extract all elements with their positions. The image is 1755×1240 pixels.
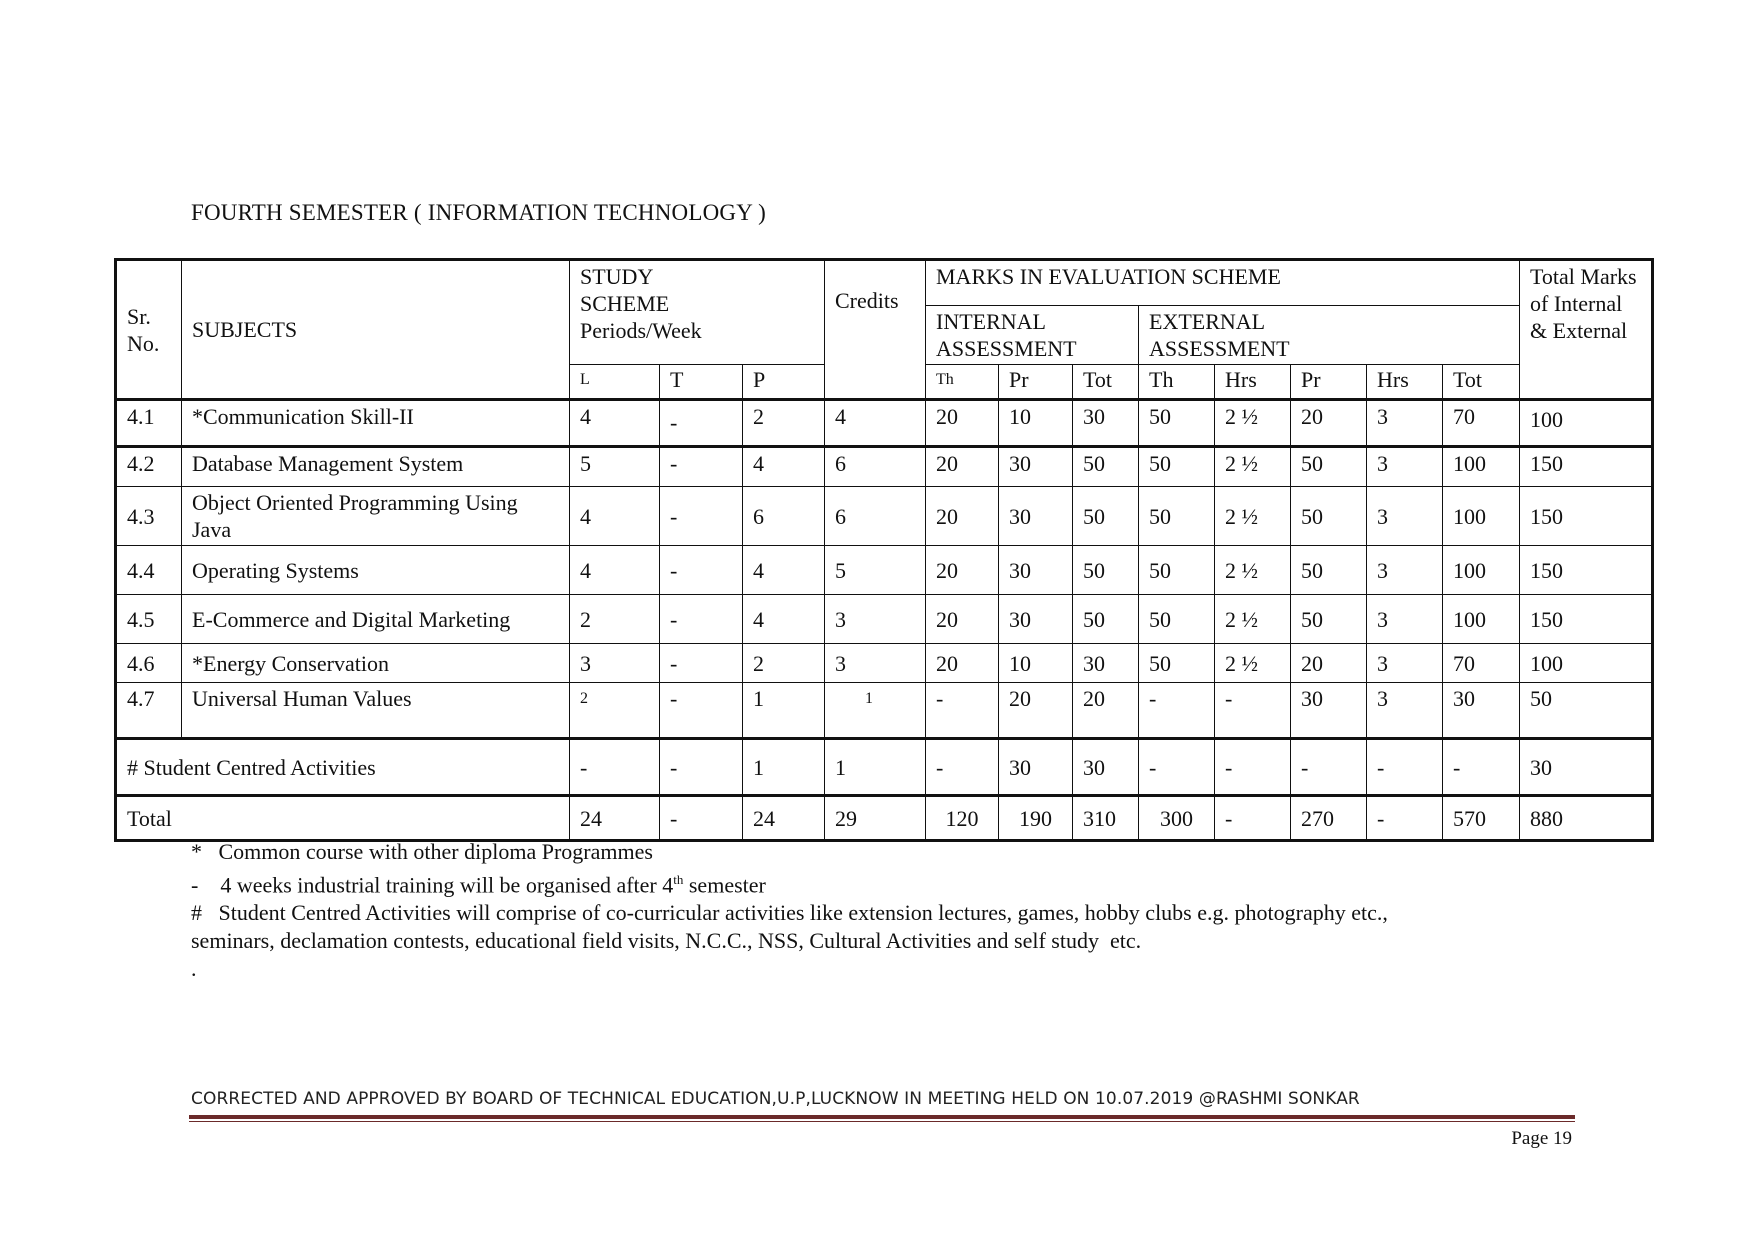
footnote-dot: . (191, 956, 197, 982)
header-row-1 (116, 260, 1653, 306)
header-ext-hrs-1: Hrs (1215, 365, 1291, 400)
page-number: Page 19 (1511, 1128, 1572, 1149)
subject-cell: Universal Human Values (182, 683, 570, 739)
footnote-training-suffix: semester (683, 872, 766, 898)
header-int-pr: Pr (999, 365, 1073, 400)
int-th-cell: - (926, 683, 999, 739)
footer-divider-thin (189, 1121, 1575, 1122)
total-cell: 50 (1520, 683, 1653, 739)
activities-label: # Student Centred Activities (116, 739, 570, 796)
table-row (116, 595, 1653, 644)
l-cell: 4 (570, 546, 660, 595)
sr-no-cell: 4.2 (116, 447, 182, 487)
header-ext-tot: Tot (1443, 365, 1520, 400)
total-cell: 150 (1520, 595, 1653, 644)
l-cell: 2 (570, 595, 660, 644)
ext-tot-cell: 100 (1443, 447, 1520, 487)
header-subjects: SUBJECTS (182, 260, 570, 400)
header-int-tot: Tot (1073, 365, 1139, 400)
header-t: T (660, 365, 743, 400)
table-row (116, 683, 1653, 739)
int-th-cell: 120 (926, 796, 999, 841)
p-cell: 6 (743, 487, 825, 546)
t-cell: - (660, 644, 743, 683)
ext-th-cell: 50 (1139, 595, 1215, 644)
ext-th-cell: - (1139, 683, 1215, 739)
approval-footer: CORRECTED AND APPROVED BY BOARD OF TECHNICAL EDUCATION,U.P,LUCKNOW IN MEETING HELD ON 10.07.2019 @RASHMI SONKAR (191, 1089, 1360, 1109)
total-cell: 100 (1520, 644, 1653, 683)
header-ext-th: Th (1139, 365, 1215, 400)
ext-tot-cell: 100 (1443, 546, 1520, 595)
subject-cell: Operating Systems (182, 546, 570, 595)
credits-cell: 4 (825, 400, 926, 447)
int-th-cell: 20 (926, 546, 999, 595)
int-tot-cell: 50 (1073, 447, 1139, 487)
t-cell: - (660, 796, 743, 841)
t-cell: - (660, 739, 743, 796)
header-int-th: Th (926, 365, 999, 400)
p-cell: 4 (743, 595, 825, 644)
header-sr-no (116, 260, 182, 400)
ext-th-cell: 50 (1139, 400, 1215, 447)
ext-th-cell: 50 (1139, 447, 1215, 487)
header-external-text: EXTERNAL ASSESSMENT (1149, 309, 1290, 361)
ext-pr-cell: 50 (1291, 546, 1367, 595)
ext-hrs-cell: - (1367, 796, 1443, 841)
credits-cell: 5 (825, 546, 926, 595)
header-external-assessment (1139, 306, 1520, 365)
sr-no-cell: 4.1 (116, 400, 182, 447)
sr-no-cell: 4.4 (116, 546, 182, 595)
ext-hrs-cell: - (1215, 739, 1291, 796)
t-cell: - (660, 447, 743, 487)
int-th-cell: 20 (926, 644, 999, 683)
int-pr-cell: 10 (999, 400, 1073, 447)
int-pr-cell: 190 (999, 796, 1073, 841)
sr-no-cell: 4.3 (116, 487, 182, 546)
ext-pr-cell: 30 (1291, 683, 1367, 739)
ext-tot-cell: 570 (1443, 796, 1520, 841)
ext-tot-cell: 100 (1443, 595, 1520, 644)
int-tot-cell: 30 (1073, 644, 1139, 683)
ext-tot-cell: - (1443, 739, 1520, 796)
int-pr-cell: 20 (999, 683, 1073, 739)
header-total-marks-text: Total Marks of Internal & External (1530, 264, 1637, 343)
l-cell: 24 (570, 796, 660, 841)
credits-cell: 3 (825, 644, 926, 683)
credits-cell: 6 (825, 447, 926, 487)
ext-hrs-cell: 2 ½ (1215, 487, 1291, 546)
ext-hrs-cell: 3 (1367, 487, 1443, 546)
ext-th-cell: 50 (1139, 644, 1215, 683)
footnote-activities: # Student Centred Activities will comprise of co-curricular activities like extension lectures, games, hobby clubs e.g. photography etc., (191, 900, 1388, 926)
int-th-cell: 20 (926, 595, 999, 644)
p-cell: 2 (743, 400, 825, 447)
ext-hrs-cell: 2 ½ (1215, 644, 1291, 683)
subject-cell: *Communication Skill-II (182, 400, 570, 447)
l-cell: 4 (570, 487, 660, 546)
header-internal-text: INTERNAL ASSESSMENT (936, 309, 1077, 361)
header-ext-pr: Pr (1291, 365, 1367, 400)
activities-row (116, 739, 1653, 796)
total-cell: 150 (1520, 546, 1653, 595)
l-cell: 4 (570, 400, 660, 447)
header-total-marks (1520, 260, 1653, 400)
header-sr-no-text: Sr. No. (127, 303, 160, 356)
l-cell: 3 (570, 644, 660, 683)
header-internal-assessment (926, 306, 1139, 365)
int-pr-cell: 30 (999, 487, 1073, 546)
ext-hrs-cell: 3 (1367, 644, 1443, 683)
sr-no-cell: 4.7 (116, 683, 182, 739)
ext-pr-cell: 50 (1291, 447, 1367, 487)
ext-hrs-cell: 3 (1367, 546, 1443, 595)
subject-cell: *Energy Conservation (182, 644, 570, 683)
total-cell: 880 (1520, 796, 1653, 841)
total-cell: 150 (1520, 487, 1653, 546)
credits-cell: 3 (825, 595, 926, 644)
l-cell: 5 (570, 447, 660, 487)
p-cell: 4 (743, 546, 825, 595)
ext-tot-cell: 100 (1443, 487, 1520, 546)
total-cell: 100 (1520, 400, 1653, 447)
header-l: L (570, 365, 660, 400)
ext-hrs-cell: - (1367, 739, 1443, 796)
p-cell: 1 (743, 683, 825, 739)
int-tot-cell: 20 (1073, 683, 1139, 739)
ext-pr-cell: 20 (1291, 400, 1367, 447)
ext-hrs-cell: - (1215, 683, 1291, 739)
subject-cell: Database Management System (182, 447, 570, 487)
int-th-cell: - (926, 739, 999, 796)
subject-cell: Object Oriented Programming Using Java (182, 487, 570, 546)
total-cell: 150 (1520, 447, 1653, 487)
int-pr-cell: 30 (999, 739, 1073, 796)
credits-cell: 1 (825, 683, 926, 739)
l-cell: - (570, 739, 660, 796)
footnote-training-text: - 4 weeks industrial training will be organised after 4 (191, 872, 674, 898)
ext-th-cell: - (1139, 739, 1215, 796)
int-pr-cell: 30 (999, 595, 1073, 644)
page-heading: FOURTH SEMESTER ( INFORMATION TECHNOLOGY ) (191, 200, 766, 225)
p-cell: 4 (743, 447, 825, 487)
t-cell: - (660, 683, 743, 739)
ext-th-cell: 50 (1139, 487, 1215, 546)
int-th-cell: 20 (926, 447, 999, 487)
table-row (116, 400, 1653, 447)
table-row (116, 644, 1653, 683)
table-row (116, 546, 1653, 595)
ext-th-cell: 50 (1139, 546, 1215, 595)
credits-cell: 1 (825, 739, 926, 796)
int-tot-cell: 50 (1073, 546, 1139, 595)
ext-hrs-cell: 2 ½ (1215, 595, 1291, 644)
t-cell: - (660, 546, 743, 595)
credits-cell: 6 (825, 487, 926, 546)
footnote-superscript: th (673, 872, 684, 887)
footnotes (191, 838, 1591, 983)
header-study-scheme-text: STUDY SCHEME Periods/Week (580, 264, 702, 343)
ext-hrs-cell: 3 (1367, 595, 1443, 644)
int-tot-cell: 30 (1073, 739, 1139, 796)
subject-cell: E-Commerce and Digital Marketing (182, 595, 570, 644)
header-ext-hrs-2: Hrs (1367, 365, 1443, 400)
int-th-cell: 20 (926, 400, 999, 447)
p-cell: 2 (743, 644, 825, 683)
table-row (116, 487, 1653, 546)
ext-tot-cell: 70 (1443, 644, 1520, 683)
ext-pr-cell: 20 (1291, 644, 1367, 683)
int-pr-cell: 30 (999, 546, 1073, 595)
t-cell: - (660, 595, 743, 644)
ext-pr-cell: - (1291, 739, 1367, 796)
int-tot-cell: 50 (1073, 487, 1139, 546)
ext-tot-cell: 70 (1443, 400, 1520, 447)
footer-divider (189, 1115, 1575, 1119)
sr-no-cell: 4.6 (116, 644, 182, 683)
p-cell: 1 (743, 739, 825, 796)
table-row (116, 447, 1653, 487)
int-pr-cell: 30 (999, 447, 1073, 487)
int-tot-cell: 30 (1073, 400, 1139, 447)
header-credits: Credits (825, 260, 926, 400)
p-cell: 24 (743, 796, 825, 841)
ext-th-cell: 300 (1139, 796, 1215, 841)
totals-row (116, 796, 1653, 841)
credits-cell: 29 (825, 796, 926, 841)
ext-pr-cell: 50 (1291, 595, 1367, 644)
int-th-cell: 20 (926, 487, 999, 546)
footnote-activities-cont: seminars, declamation contests, educational field visits, N.C.C., NSS, Cultural Activities and self study etc. (191, 928, 1142, 954)
ext-hrs-cell: 3 (1367, 447, 1443, 487)
ext-pr-cell: 270 (1291, 796, 1367, 841)
footnote-industrial-training (191, 866, 1591, 899)
l-cell: 2 (570, 683, 660, 739)
int-pr-cell: 10 (999, 644, 1073, 683)
footnote-common-course: * Common course with other diploma Programmes (191, 839, 653, 864)
totals-label: Total (116, 796, 570, 841)
header-p: P (743, 365, 825, 400)
header-study-scheme (570, 260, 825, 365)
ext-hrs-cell: 2 ½ (1215, 447, 1291, 487)
ext-pr-cell: 50 (1291, 487, 1367, 546)
ext-tot-cell: 30 (1443, 683, 1520, 739)
ext-hrs-cell: - (1215, 796, 1291, 841)
ext-hrs-cell: 3 (1367, 400, 1443, 447)
total-cell: 30 (1520, 739, 1653, 796)
header-marks-scheme: MARKS IN EVALUATION SCHEME (926, 260, 1520, 306)
ext-hrs-cell: 2 ½ (1215, 546, 1291, 595)
t-cell: - (660, 400, 743, 447)
t-cell: - (660, 487, 743, 546)
sr-no-cell: 4.5 (116, 595, 182, 644)
evaluation-scheme-table (114, 258, 1654, 842)
ext-hrs-cell: 3 (1367, 683, 1443, 739)
int-tot-cell: 50 (1073, 595, 1139, 644)
ext-hrs-cell: 2 ½ (1215, 400, 1291, 447)
int-tot-cell: 310 (1073, 796, 1139, 841)
